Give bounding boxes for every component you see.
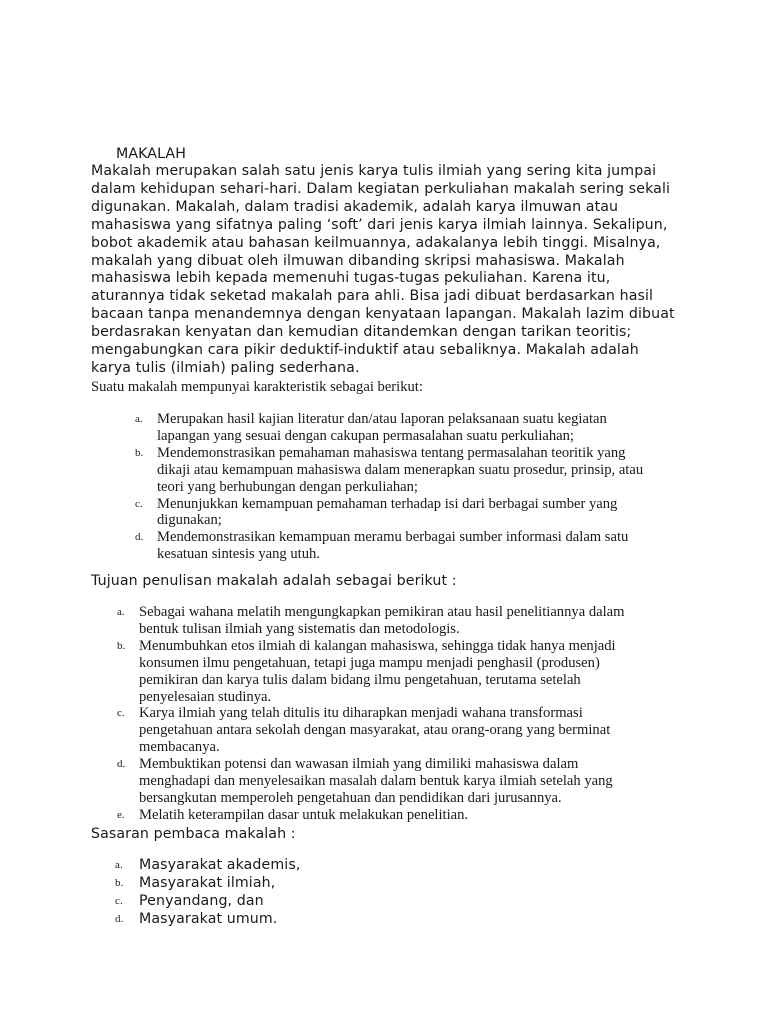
list-marker: b.: [135, 446, 144, 459]
list-item-line: Mendemonstrasikan pemahaman mahasiswa tentang permasalahan teoritik yang: [157, 444, 626, 461]
list-marker: d.: [117, 758, 126, 771]
list-item-line: Merupakan hasil kajian literatur dan/atau laporan pelaksanaan suatu kegiatan: [157, 411, 607, 427]
list-item-line: Menumbuhkan etos ilmiah di kalangan mahasiswa, sehingga tidak hanya menjadi: [139, 637, 616, 654]
list-item: [115, 857, 301, 875]
list-marker: a.: [117, 606, 125, 618]
list-item: [135, 411, 677, 445]
intro-line: mahasiswa yang sifatnya paling ‘soft’ dari jenis karya ilmiah lainnya. Sekalipun,: [91, 216, 668, 233]
list-marker: a.: [115, 859, 123, 871]
list-marker: d.: [115, 912, 124, 925]
list-item-line: Melatih keterampilan dasar untuk melakukan penelitian.: [139, 806, 469, 823]
intro-line: berdasrakan kenyatan dan kemudian ditandemkan dengan tarikan teoritis;: [91, 324, 632, 341]
list-item-line: Mendemonstrasikan kemampuan meramu berbagai sumber informasi dalam satu: [157, 529, 629, 546]
list-item: [135, 495, 677, 530]
list-item-line: lapangan yang sesuai dengan cakupan permasalahan suatu perkuliahan;: [157, 427, 574, 444]
list-item-line: dikaji atau kemampuan mahasiswa dalam menerapkan suatu prosedur, prinsip, atau: [157, 461, 644, 478]
list-item-line: kesatuan sintesis yang utuh.: [157, 546, 320, 563]
list-item: [135, 444, 677, 496]
intro-line: bacaan tanpa menandemnya dengan kenyataan lapangan. Makalah lazim dibuat: [91, 306, 675, 323]
list-item-line: bersangkutan memperoleh pengetahuan dan pendidikan dari jurusannya.: [139, 789, 562, 806]
document-title: MAKALAH: [116, 146, 187, 162]
list-marker: c.: [135, 497, 143, 510]
list-item: [117, 756, 659, 807]
intro-line: dalam kehidupan sehari-hari. Dalam kegiatan perkuliahan makalah sering sekali: [91, 180, 671, 197]
list-marker: c.: [115, 894, 123, 907]
characteristics-list: [135, 411, 677, 563]
list-item-line: penyelesaian studinya.: [139, 688, 272, 705]
intro-line: Makalah merupakan salah satu jenis karya tulis ilmiah yang sering kita jumpai: [91, 163, 657, 179]
goals-list: [117, 604, 659, 824]
list-item: [115, 874, 300, 893]
list-item-line: Menunjukkan kemampuan pemahaman terhadap isi dari berbagai sumber yang: [157, 495, 618, 512]
list-item-text: Masyarakat akademis,: [139, 857, 301, 873]
intro-line: mahasiswa lebih kepada memenuhi tugas-tugas pekuliahan. Karena itu,: [91, 270, 611, 287]
intro-line: digunakan. Makalah, dalam tradisi akademik, adalah karya ilmuwan atau: [91, 198, 619, 215]
list-item: [117, 806, 659, 824]
intro-line: bobot akademik atau bahasan keilmuannya, adakalanya lebih tinggi. Misalnya,: [91, 234, 661, 251]
list-item-text: Penyandang, dan: [139, 892, 264, 909]
list-item-line: Membuktikan potensi dan wawasan ilmiah yang dimiliki mahasiswa dalam: [139, 756, 579, 773]
list-item-text: Masyarakat ilmiah,: [139, 874, 276, 891]
list-marker: d.: [135, 531, 144, 544]
list-item-line: bentuk tulisan ilmiah yang sistematis dan metodologis.: [139, 620, 460, 637]
list-marker: b.: [115, 876, 124, 889]
characteristics-intro: Suatu makalah mempunyai karakteristik sebagai berikut:: [91, 379, 423, 395]
goals-heading: Tujuan penulisan makalah adalah sebagai berikut :: [91, 573, 457, 589]
list-marker: c.: [117, 707, 125, 720]
list-item-line: Karya ilmiah yang telah ditulis itu diharapkan menjadi wahana transformasi: [139, 705, 583, 722]
list-item-line: menghadapi dan menyelesaikan masalah dalam bentuk karya ilmiah setelah yang: [139, 773, 613, 790]
readers-list: [115, 857, 301, 929]
list-item: [115, 892, 300, 911]
intro-line: aturannya tidak seketad makalah para ahli. Bisa jadi dibuat berdasarkan hasil: [91, 288, 654, 305]
intro-line: karya tulis (ilmiah) paling sederhana.: [91, 359, 360, 376]
list-item-line: pengetahuan antara sekolah dengan masyarakat, atau orang-orang yang berminat: [139, 722, 611, 739]
list-item-line: pemikiran dan karya tulis dalam bidang ilmu pengetahuan, terutama setelah: [139, 671, 581, 688]
list-item-line: teori yang berhubungan dengan perkuliahan;: [157, 478, 418, 495]
list-item: [115, 910, 300, 929]
list-item-text: Masyarakat umum.: [139, 910, 278, 927]
readers-heading: Sasaran pembaca makalah :: [91, 826, 296, 842]
list-marker: a.: [135, 413, 143, 425]
list-item: [135, 529, 677, 563]
list-item-line: Sebagai wahana melatih mengungkapkan pemikiran atau hasil penelitiannya dalam: [139, 604, 625, 620]
intro-paragraph: [91, 163, 681, 378]
list-item-line: digunakan;: [157, 512, 222, 529]
list-item: [117, 637, 659, 706]
list-marker: e.: [117, 808, 125, 821]
intro-line: mengabungkan cara pikir deduktif-induktif atau sebaliknya. Makalah adalah: [91, 342, 639, 359]
list-item-line: membacanya.: [139, 739, 220, 756]
intro-line: makalah yang dibuat oleh ilmuwan dibanding skripsi mahasiswa. Makalah: [91, 252, 625, 269]
list-item-line: konsumen ilmu pengetahuan, tetapi juga mampu menjadi penghasil (produsen): [139, 654, 600, 671]
list-item: [117, 604, 659, 638]
list-marker: b.: [117, 639, 126, 652]
list-item: [117, 705, 659, 756]
